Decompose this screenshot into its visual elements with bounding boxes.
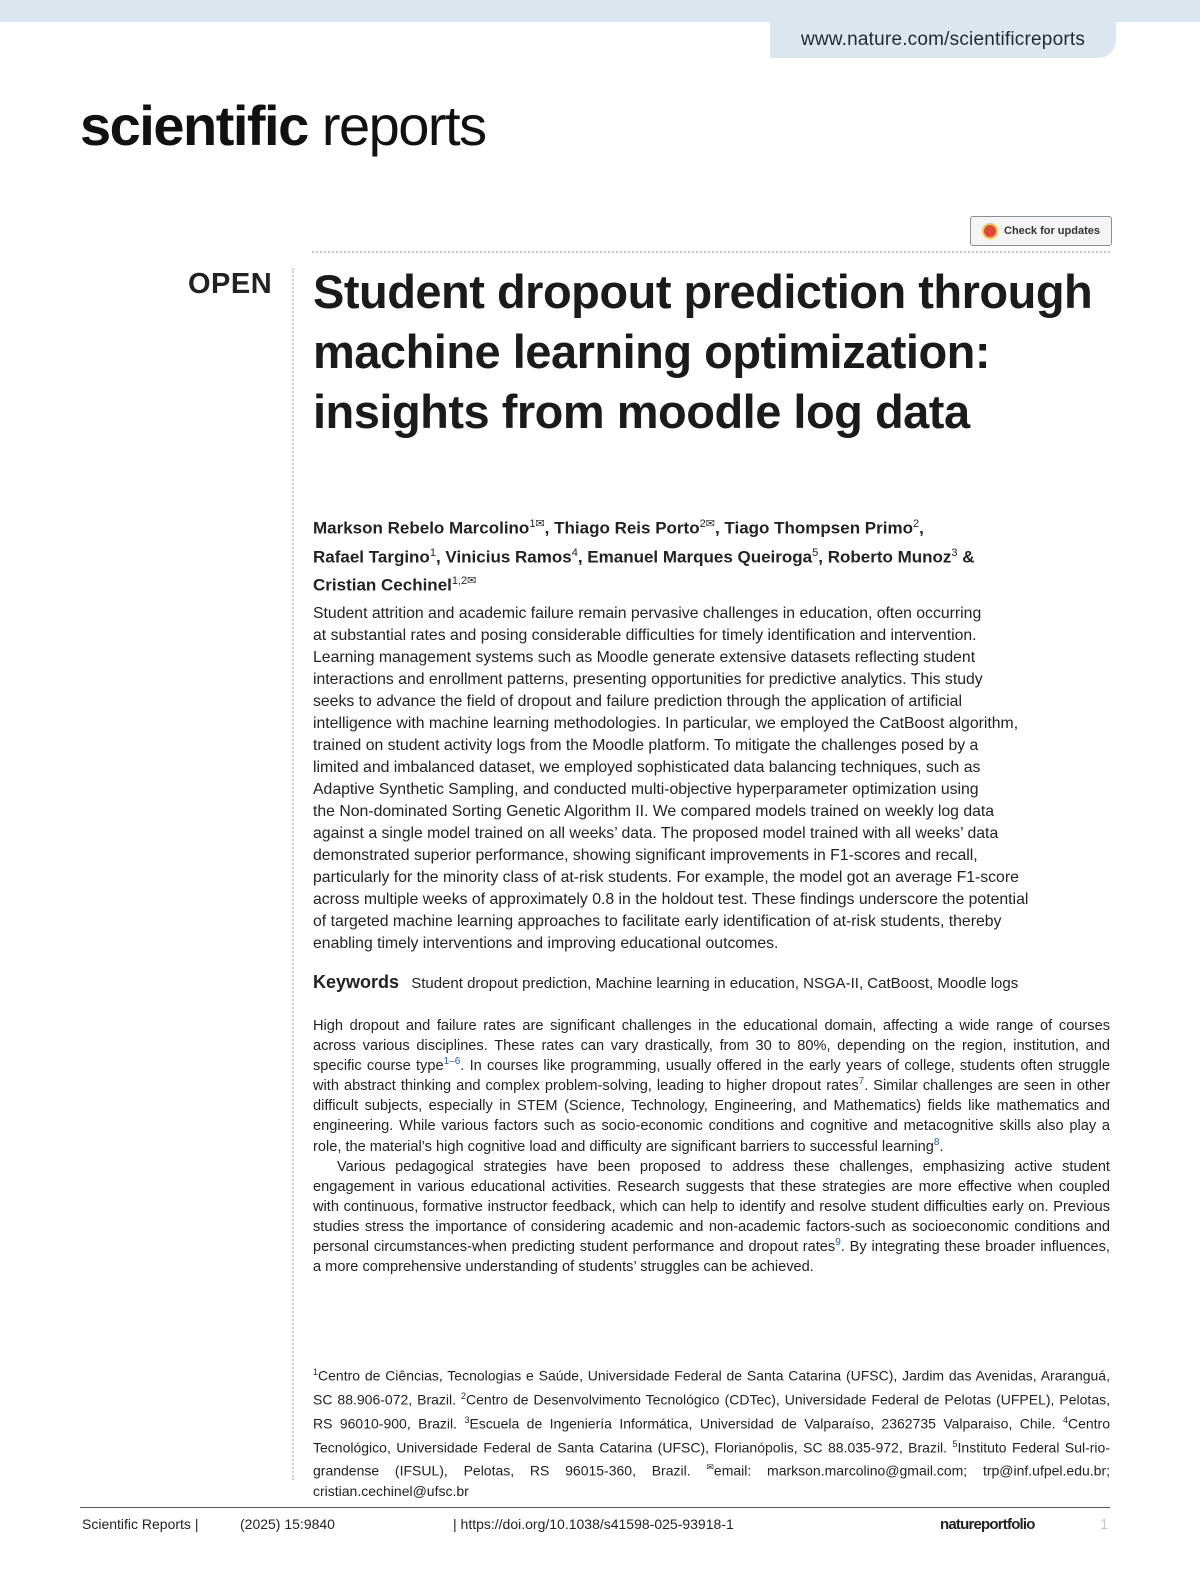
email-icon[interactable]: ✉ [705,518,715,530]
affiliation-number: 1 [313,1367,319,1377]
affiliation-text: Instituto Federal Sul-rio-grandense (IFSUL), Pelotas, RS 96015-360, Brazil. [313,1439,1110,1480]
abstract-line: Adaptive Synthetic Sampling, and conducted multi-objective hyperparameter optimization using [313,781,979,798]
crossmark-icon [982,223,998,239]
author-name[interactable]: Markson Rebelo Marcolino [313,518,530,538]
affiliation-text: Centro de Ciências, Tecnologias e Saúde, Universidade Federal de Santa Catarina (UFSC), Jardim das Avenidas, Araranguá, SC 88.906-072, Brazil. [313,1367,1110,1408]
footer-divider [80,1507,1110,1508]
email-label: email: [713,1463,768,1480]
affiliation-marker: 3 [951,546,958,559]
author-name[interactable]: Rafael Targino [313,547,430,567]
affiliation-number: 5 [952,1438,958,1449]
logo-bold-text: scientific [80,94,308,157]
affiliation-number: 4 [1062,1414,1068,1425]
email-icon[interactable]: ✉ [535,518,545,530]
abstract-line: enabling timely interventions and improving educational outcomes. [313,935,779,952]
affiliation-text: Escuela de Ingeniería Informática, Universidad de Valparaíso, 2362735 Valparaiso, Chile. [469,1415,1063,1432]
affiliation-marker: 4 [571,546,578,559]
journal-url-link[interactable]: www.nature.com/scientificreports [770,22,1116,58]
article-body [313,1016,1110,1277]
email-icon[interactable]: ✉ [467,575,477,588]
footer-journal: Scientific Reports | [82,1516,199,1532]
affiliations [313,1362,1110,1502]
affiliation-number: 3 [464,1414,470,1425]
author-list: Markson Rebelo Marcolino$^{1✉}$, Thiago Reis Porto$^{2✉}$, Tiago Thompsen Primo$^2$, Rafael Targino$^1$, Vinicius Ramos$^4$, Emanuel Marques Queiroga$^5$, Roberto Munoz$^3$ & Cristian Cechinel$^{1,2✉}$ [313,518,975,595]
citation-link[interactable]: 1–6 [443,1056,461,1068]
nature-portfolio-logo[interactable]: natureportfolio [940,1516,1035,1533]
author-name[interactable]: Vinicius Ramos [445,547,572,567]
author-name[interactable]: Thiago Reis Porto [554,518,700,538]
abstract-line: the Non-dominated Sorting Genetic Algorithm II. We compared models trained on weekly log data [313,803,995,820]
abstract-line: particularly for the minority class of at-risk students. For example, the model got an average F1-score [313,869,1019,886]
affiliation-text: Centro Tecnológico, Universidade Federal de Santa Catarina (UFSC), Florianópolis, SC 88.035-972, Brazil. [313,1415,1110,1456]
affiliation-text: Centro de Desenvolvimento Tecnológico (CDTec), Universidade Federal de Pelotas (UFPEL), Pelotas, RS 96010-900, Brazil. [313,1391,1110,1432]
open-access-label: OPEN [188,268,273,300]
abstract-line: of targeted machine learning approaches to facilitate early identification of at-risk students, thereby [313,913,1002,930]
author-name[interactable]: Emanuel Marques Queiroga [587,547,813,567]
body-text: . In courses like programming, usually offered in the early years of college, students often struggle with abstract thinking and complex problem-solving, leading to higher dropout rates [313,1058,1110,1095]
body-text: . [939,1138,944,1155]
email-addresses[interactable]: markson.marcolino@gmail.com; trp@inf.ufpel.edu.br; cristian.cechinel@ufsc.br [313,1463,1111,1500]
check-for-updates-label: Check for updates [1004,225,1100,237]
check-for-updates-button[interactable] [970,216,1112,246]
abstract-line: demonstrated superior performance, showing significant improvements in F1-scores and recall, [313,847,978,864]
article-title: Student dropout prediction through machine learning optimization: insights from moodle log data [313,265,1093,438]
affiliation-marker: 1,2 [451,575,468,588]
keywords-list: Student dropout prediction, Machine learning in education, NSGA-II, CatBoost, Moodle logs [411,975,1019,992]
body-text: . By integrating these broader influences, a more comprehensive understanding of students’ struggles can be achieved. [313,1239,1110,1276]
footer-volume: (2025) 15:9840 [240,1516,335,1532]
abstract-line: interactions and enrollment patterns, presenting opportunities for predictive analytics. This study [313,671,983,688]
abstract-line: limited and imbalanced dataset, we employed sophisticated data balancing techniques, such as [313,759,981,776]
body-paragraph [313,1157,1110,1278]
top-band [0,0,1200,22]
body-paragraph [313,1016,1110,1157]
author-name[interactable]: Roberto Munoz [827,547,952,567]
abstract-line: against a single model trained on all weeks’ data. The proposed model trained with all weeks’ data [313,825,999,842]
abstract-line: Student attrition and academic failure remain pervasive challenges in education, often occurring [313,605,982,622]
header-divider [312,251,1110,253]
body-text: High dropout and failure rates are significant challenges in the educational domain, affecting a wide range of courses across various disciplines. These rates can vary drastically, from 30 to 80%, depending on the region, institution, and specific course type [313,1018,1110,1075]
citation-link[interactable]: 8 [933,1136,940,1148]
affiliation-number: 2 [461,1390,467,1401]
email-icon: ✉ [706,1462,714,1473]
journal-logo[interactable] [80,94,486,157]
affiliation-marker: 1 [429,546,436,559]
author-name[interactable]: Cristian Cechinel [313,575,452,595]
body-text: Various pedagogical strategies have been proposed to address these challenges, emphasizing active student engagement in various educational activities. Research suggests that these strategies are more effective when coupled with continuous, formative instructor feedback, which can help to identify and resolve student difficulties early on. Previous studies stress the importance of considering academic and non-academic factors-such as socioeconomic conditions and personal circumstances-when predicting student performance and dropout rates [313,1158,1110,1256]
abstract-line: Learning management systems such as Moodle generate extensive datasets reflecting student [313,649,976,666]
affiliation-marker: 2 [699,518,706,530]
affiliation-marker: 2 [912,518,920,530]
keywords-label: Keywords [313,972,400,992]
citation-link[interactable]: 9 [835,1237,841,1249]
keywords [313,972,1113,993]
body-text: . Similar challenges are seen in other difficult subjects, especially in STEM (Science, Technology, Engineering, and Mathematics) fields like mathematics and engineering. While various factors such as socio-economic conditions and cognitive and metacognitive skills also play a role, the material’s high cognitive load and difficulty are significant barriers to successful learning [313,1078,1110,1155]
page-number: 1 [1100,1516,1109,1533]
abstract-line: at substantial rates and posing considerable difficulties for timely identification and intervention. [313,627,977,644]
affiliation-marker: 1 [529,518,536,530]
footer-doi-link[interactable]: | https://doi.org/10.1038/s41598-025-93918-1 [453,1516,734,1532]
author-name[interactable]: Tiago Thompsen Primo [724,518,913,538]
abstract-line: trained on student activity logs from the Moodle platform. To mitigate the challenges posed by a [313,737,979,754]
logo-regular-text: reports [321,94,486,157]
abstract [313,603,1113,955]
abstract-line: across multiple weeks of approximately 0.8 in the holdout test. These findings underscore the potential [313,891,1029,908]
citation-link[interactable]: 7 [858,1076,865,1088]
affiliation-marker: 5 [812,546,819,559]
abstract-line: intelligence with machine learning methodologies. In particular, we employed the CatBoost algorithm, [313,715,1019,732]
margin-divider [292,268,294,1480]
abstract-line: seeks to advance the field of dropout and failure prediction through the application of artificial [313,693,962,710]
